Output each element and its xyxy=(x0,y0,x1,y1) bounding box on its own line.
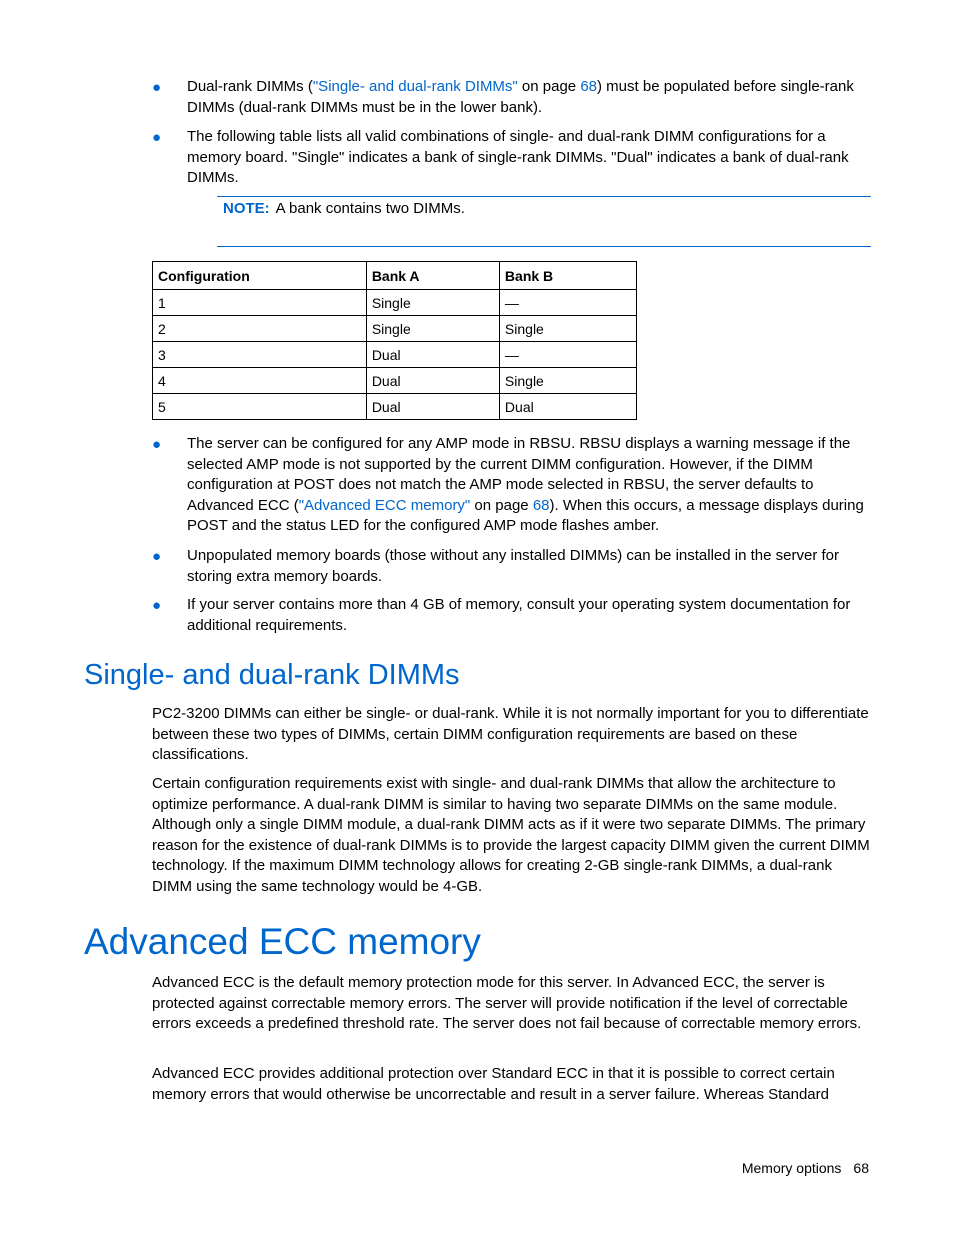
paragraph: Certain configuration requirements exist with single- and dual-rank DIMMs that allow the architecture to optimize performance. A dual-rank DIMM is similar to having two separate DIMMs on the same module. Although only a single DIMM module, a dual-rank DIMM acts as if it were two separate DIMMs. The primary reason for the existence of dual-rank DIMMs is to provide the largest capacity DIMM given the current DIMM technology. If the maximum DIMM technology allows for creating 2-GB single-rank DIMMs, a dual-rank DIMM using the same technology would be 4-GB. xyxy=(152,775,870,895)
table-cell: 5 xyxy=(153,394,367,420)
table-row xyxy=(153,368,637,394)
paragraph: Advanced ECC is the default memory protection mode for this server. In Advanced ECC, the server is protected against correctable memory errors. The server will provide notification if the level of correctable errors exceeds a predefined threshold rate. The server does not fail because of correctable memory errors. xyxy=(152,974,862,1033)
note-text: A bank contains two DIMMs. xyxy=(275,200,465,217)
section-heading: Single- and dual-rank DIMMs xyxy=(84,659,460,691)
bullet-icon: ● xyxy=(152,597,162,614)
table-cell: Dual xyxy=(366,342,499,368)
table-cell: Dual xyxy=(499,394,636,420)
bullet-icon: ● xyxy=(152,548,162,565)
note-label: NOTE: xyxy=(223,200,270,217)
paragraph: PC2-3200 DIMMs can either be single- or dual-rank. While it is not normally important for you to differentiate between these two types of DIMMs, certain DIMM configuration requirements are based on these classifications. xyxy=(152,705,869,764)
page-reference-link[interactable]: 68 xyxy=(580,78,598,95)
table-row xyxy=(153,316,637,342)
bullet-icon: ● xyxy=(152,436,162,453)
column-header-configuration: Configuration xyxy=(153,262,367,290)
note-bottom-rule xyxy=(217,246,871,247)
list-item-text: on page xyxy=(470,496,533,514)
table-row xyxy=(153,394,637,420)
column-header-bank-a: Bank A xyxy=(366,262,499,290)
cross-reference-link[interactable]: "Single- and dual-rank DIMMs" xyxy=(312,78,518,95)
table-row xyxy=(153,290,637,316)
table-cell: 1 xyxy=(153,290,367,316)
list-item-text: The server can be configured for any AMP mode in RBSU. RBSU displays a warning message if the selected AMP mode is not supported by the current DIMM configuration. However, if the DIMM configuration at POST does not match the AMP mode selected in RBSU, the server defaults to Advanced ECC ( xyxy=(187,435,851,514)
list-item-text: on page xyxy=(517,78,581,95)
table-cell: — xyxy=(499,342,636,368)
list-item-text: Unpopulated memory boards (those without any installed DIMMs) can be installed in the server for storing extra memory boards. xyxy=(187,547,839,585)
list-item-text: If your server contains more than 4 GB of memory, consult your operating system documentation for additional requirements. xyxy=(187,596,851,634)
column-header-bank-b: Bank B xyxy=(499,262,636,290)
list-item-text: The following table lists all valid combinations of single- and dual-rank DIMM configurations for a memory board. "Single" indicates a bank of single-rank DIMMs. "Dual" indicates a bank of dual-rank DIMMs. xyxy=(187,128,849,187)
cross-reference-link[interactable]: "Advanced ECC memory" xyxy=(298,496,471,514)
table-cell: Single xyxy=(499,368,636,394)
list-item xyxy=(187,77,877,118)
chapter-heading: Advanced ECC memory xyxy=(84,921,481,962)
table-cell: Single xyxy=(366,316,499,342)
table-row xyxy=(153,342,637,368)
table-cell: — xyxy=(499,290,636,316)
table-cell: 3 xyxy=(153,342,367,368)
footer-section-title: Memory options xyxy=(741,1160,842,1176)
list-item-text: ). When this occurs, a message displays during POST and the status LED for the configured AMP mode flashes amber. xyxy=(187,496,864,535)
dimm-configuration-table xyxy=(152,261,637,420)
bullet-icon: ● xyxy=(152,129,162,146)
table-cell: Single xyxy=(366,290,499,316)
table-header-row xyxy=(153,262,637,290)
page-reference-link[interactable]: 68 xyxy=(532,496,550,514)
bullet-icon: ● xyxy=(152,79,162,96)
note-top-rule xyxy=(217,196,871,197)
table-cell: Single xyxy=(499,316,636,342)
list-item-text: ) must be populated before single-rank DIMMs (dual-rank DIMMs must be in the lower bank). xyxy=(187,78,854,116)
list-item xyxy=(187,434,867,537)
paragraph: Advanced ECC provides additional protection over Standard ECC in that it is possible to correct certain memory errors that would otherwise be uncorrectable and result in a server failure. Whereas Standard xyxy=(152,1065,835,1103)
page-footer xyxy=(742,1158,869,1178)
table-cell: 2 xyxy=(153,316,367,342)
note xyxy=(223,199,465,220)
table-cell: Dual xyxy=(366,394,499,420)
table-cell: Dual xyxy=(366,368,499,394)
list-item xyxy=(187,595,867,636)
table-cell: 4 xyxy=(153,368,367,394)
list-item-text: Dual-rank DIMMs ( xyxy=(187,78,313,95)
list-item xyxy=(187,127,857,189)
page-number: 68 xyxy=(853,1160,869,1176)
list-item xyxy=(187,546,867,587)
